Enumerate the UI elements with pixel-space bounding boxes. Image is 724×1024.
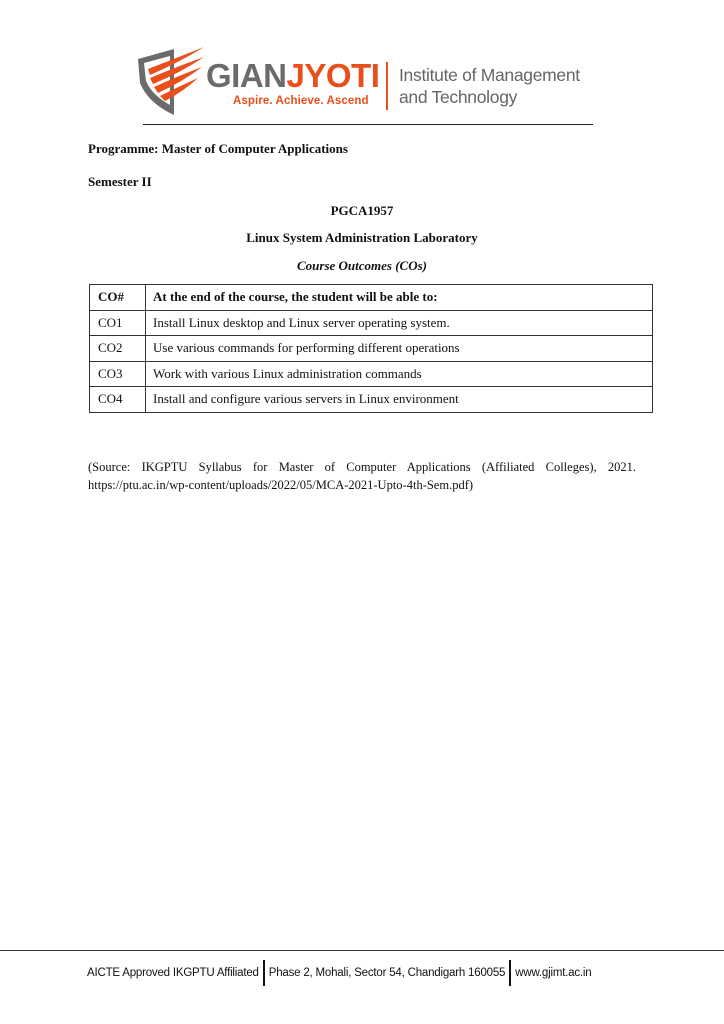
logo-tagline: Aspire. Achieve. Ascend — [233, 95, 369, 107]
institute-name: Institute of Management and Technology — [399, 65, 580, 107]
co-description: Use various commands for performing different operations — [146, 336, 653, 362]
footer-separator — [263, 960, 265, 986]
co-description: Install Linux desktop and Linux server operating system. — [146, 310, 653, 336]
logo-wordmark: GIANJYOTI — [206, 57, 380, 94]
co-id: CO1 — [90, 310, 146, 336]
header-co-number: CO# — [90, 285, 146, 311]
co-id: CO3 — [90, 361, 146, 387]
table-row — [90, 336, 653, 362]
semester-line: Semester II — [88, 174, 152, 189]
course-code: PGCA1957 — [330, 203, 394, 218]
outcomes-heading: Course Outcomes (COs) — [296, 258, 427, 273]
source-note: (Source: IKGPTU Syllabus for Master of Computer Applications (Affiliated Colleges), 2021. https://ptu.ac.in/wp-content/uploads/2022/05/MCA-2021-Upto-4th-Sem.pdf) — [88, 460, 636, 492]
table-row — [90, 361, 653, 387]
co-id: CO2 — [90, 336, 146, 362]
logo-divider — [386, 62, 388, 110]
header-rule — [143, 124, 593, 125]
footer-approval: AICTE Approved IKGPTU Affiliated — [87, 967, 259, 979]
page-footer — [87, 960, 591, 986]
co-description: Install and configure various servers in Linux environment — [146, 387, 653, 413]
course-title: Linux System Administration Laboratory — [246, 230, 478, 245]
footer-address: Phase 2, Mohali, Sector 54, Chandigarh 160055 — [268, 967, 506, 979]
table-row — [90, 387, 653, 413]
footer-separator — [509, 960, 511, 986]
header-outcome: At the end of the course, the student will be able to: — [146, 285, 653, 311]
page-header — [0, 0, 724, 130]
co-description: Work with various Linux administration commands — [146, 361, 653, 387]
table-row — [90, 310, 653, 336]
table-header-row — [90, 285, 653, 311]
course-outcomes-table — [89, 284, 653, 413]
footer-website: www.gjimt.ac.in — [515, 967, 592, 979]
shield-logo-icon — [134, 45, 206, 121]
programme-line: Programme: Master of Computer Applications — [88, 141, 348, 156]
co-id: CO4 — [90, 387, 146, 413]
footer-rule — [0, 950, 724, 951]
